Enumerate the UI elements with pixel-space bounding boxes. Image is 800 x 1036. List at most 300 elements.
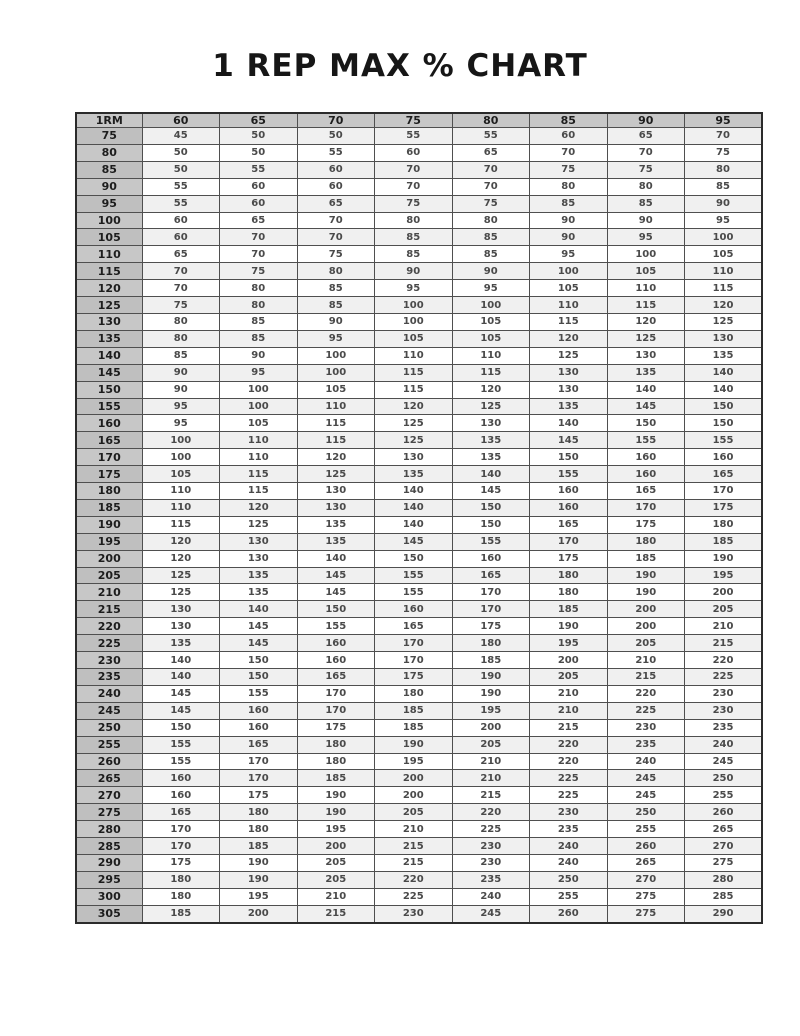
percent-value-cell: 185 (142, 905, 220, 923)
percent-value-cell: 195 (530, 635, 608, 652)
rm-value-cell: 220 (76, 618, 142, 635)
percent-value-cell: 155 (452, 533, 530, 550)
percent-value-cell: 190 (375, 736, 453, 753)
percent-value-cell: 105 (607, 263, 685, 280)
percent-value-cell: 95 (685, 212, 763, 229)
percent-value-cell: 90 (685, 195, 763, 212)
percent-value-cell: 140 (375, 483, 453, 500)
percent-value-cell: 100 (685, 229, 763, 246)
percent-value-cell: 90 (530, 212, 608, 229)
percent-value-cell: 170 (297, 685, 375, 702)
percent-value-cell: 215 (685, 635, 763, 652)
percent-value-cell: 150 (297, 601, 375, 618)
table-row (76, 736, 762, 753)
percent-value-cell: 165 (530, 516, 608, 533)
percent-value-cell: 210 (297, 888, 375, 905)
percent-value-cell: 125 (452, 398, 530, 415)
percent-value-cell: 215 (452, 787, 530, 804)
percent-value-cell: 105 (297, 381, 375, 398)
percent-value-cell: 170 (530, 533, 608, 550)
rm-value-cell: 205 (76, 567, 142, 584)
percent-value-cell: 225 (530, 770, 608, 787)
table-row (76, 905, 762, 923)
percent-value-cell: 175 (452, 618, 530, 635)
percent-value-cell: 250 (530, 871, 608, 888)
percent-value-cell: 115 (375, 364, 453, 381)
percent-value-cell: 200 (685, 584, 763, 601)
rm-value-cell: 270 (76, 787, 142, 804)
percent-value-cell: 195 (452, 702, 530, 719)
percent-value-cell: 55 (452, 128, 530, 145)
percent-value-cell: 140 (375, 499, 453, 516)
percent-value-cell: 125 (375, 415, 453, 432)
table-row (76, 415, 762, 432)
percent-value-cell: 270 (685, 838, 763, 855)
percent-value-cell: 155 (375, 584, 453, 601)
rm-value-cell: 90 (76, 178, 142, 195)
table-row (76, 466, 762, 483)
percent-value-cell: 220 (530, 753, 608, 770)
percent-value-cell: 85 (685, 178, 763, 195)
percent-value-cell: 160 (607, 449, 685, 466)
percent-value-cell: 65 (607, 128, 685, 145)
percent-value-cell: 75 (297, 246, 375, 263)
rm-value-cell: 275 (76, 804, 142, 821)
percent-value-cell: 85 (530, 195, 608, 212)
percent-value-cell: 180 (375, 685, 453, 702)
percent-value-cell: 100 (220, 398, 298, 415)
percent-value-cell: 160 (142, 770, 220, 787)
percent-value-cell: 165 (220, 736, 298, 753)
table-row (76, 550, 762, 567)
percent-value-cell: 85 (375, 229, 453, 246)
percent-value-cell: 180 (452, 635, 530, 652)
percent-value-cell: 70 (530, 144, 608, 161)
percent-value-cell: 150 (452, 516, 530, 533)
percent-value-cell: 185 (607, 550, 685, 567)
percent-value-cell: 210 (375, 821, 453, 838)
table-row (76, 753, 762, 770)
rm-value-cell: 295 (76, 871, 142, 888)
percent-value-cell: 145 (607, 398, 685, 415)
percent-value-cell: 135 (685, 347, 763, 364)
percent-value-cell: 120 (685, 297, 763, 314)
percent-value-cell: 60 (220, 195, 298, 212)
table-row (76, 246, 762, 263)
percent-value-cell: 180 (530, 584, 608, 601)
percent-value-cell: 110 (142, 483, 220, 500)
table-row (76, 347, 762, 364)
percent-value-cell: 80 (297, 263, 375, 280)
table-row (76, 195, 762, 212)
table-row (76, 601, 762, 618)
table-row (76, 297, 762, 314)
percent-value-cell: 100 (452, 297, 530, 314)
percent-value-cell: 255 (607, 821, 685, 838)
percent-value-cell: 115 (297, 432, 375, 449)
percent-value-cell: 65 (297, 195, 375, 212)
percent-value-cell: 115 (375, 381, 453, 398)
percent-value-cell: 195 (297, 821, 375, 838)
percent-value-cell: 145 (375, 533, 453, 550)
percent-value-cell: 70 (220, 246, 298, 263)
percent-value-cell: 85 (452, 246, 530, 263)
percent-value-cell: 225 (452, 821, 530, 838)
percent-value-cell: 150 (685, 398, 763, 415)
percent-value-cell: 170 (142, 838, 220, 855)
percent-value-cell: 235 (685, 719, 763, 736)
percent-value-cell: 200 (452, 719, 530, 736)
percent-value-cell: 120 (142, 550, 220, 567)
percent-value-cell: 235 (452, 871, 530, 888)
percent-value-cell: 120 (530, 330, 608, 347)
percent-value-cell: 160 (220, 719, 298, 736)
rm-value-cell: 110 (76, 246, 142, 263)
percent-value-cell: 100 (220, 381, 298, 398)
percent-value-cell: 180 (142, 871, 220, 888)
percent-value-cell: 145 (142, 702, 220, 719)
percent-value-cell: 225 (607, 702, 685, 719)
percent-value-cell: 185 (297, 770, 375, 787)
percent-value-cell: 255 (530, 888, 608, 905)
table-row (76, 516, 762, 533)
percent-value-cell: 125 (297, 466, 375, 483)
table-row (76, 838, 762, 855)
percent-value-cell: 140 (375, 516, 453, 533)
percent-value-cell: 135 (375, 466, 453, 483)
percent-value-cell: 130 (297, 483, 375, 500)
percent-value-cell: 125 (142, 584, 220, 601)
percent-value-cell: 215 (297, 905, 375, 923)
rm-value-cell: 175 (76, 466, 142, 483)
percent-value-cell: 130 (220, 550, 298, 567)
percent-value-cell: 120 (375, 398, 453, 415)
percent-value-cell: 135 (607, 364, 685, 381)
percent-value-cell: 120 (452, 381, 530, 398)
percent-value-cell: 95 (142, 398, 220, 415)
percent-value-cell: 75 (530, 161, 608, 178)
percent-value-cell: 230 (452, 854, 530, 871)
percent-value-cell: 100 (530, 263, 608, 280)
percent-value-cell: 140 (607, 381, 685, 398)
percent-value-cell: 70 (297, 229, 375, 246)
table-row (76, 567, 762, 584)
percent-value-cell: 205 (685, 601, 763, 618)
percent-value-cell: 130 (220, 533, 298, 550)
percent-value-cell: 180 (297, 736, 375, 753)
percent-value-cell: 60 (297, 178, 375, 195)
percent-value-cell: 75 (685, 144, 763, 161)
percent-value-cell: 55 (297, 144, 375, 161)
percent-value-cell: 165 (607, 483, 685, 500)
percent-value-cell: 185 (685, 533, 763, 550)
header-cell-1rm: 1RM (76, 113, 142, 128)
percent-value-cell: 150 (530, 449, 608, 466)
percent-value-cell: 55 (142, 178, 220, 195)
percent-value-cell: 60 (142, 229, 220, 246)
rm-value-cell: 200 (76, 550, 142, 567)
percent-value-cell: 170 (220, 770, 298, 787)
percent-value-cell: 145 (297, 567, 375, 584)
percent-value-cell: 115 (297, 415, 375, 432)
percent-value-cell: 135 (452, 449, 530, 466)
rm-value-cell: 260 (76, 753, 142, 770)
rm-value-cell: 125 (76, 297, 142, 314)
percent-value-cell: 245 (452, 905, 530, 923)
percent-value-cell: 185 (375, 702, 453, 719)
percent-value-cell: 245 (607, 787, 685, 804)
table-row (76, 652, 762, 669)
percent-value-cell: 125 (375, 432, 453, 449)
percent-value-cell: 190 (297, 787, 375, 804)
percent-value-cell: 145 (142, 685, 220, 702)
percent-value-cell: 180 (220, 804, 298, 821)
percent-value-cell: 150 (607, 415, 685, 432)
rm-value-cell: 165 (76, 432, 142, 449)
percent-value-cell: 285 (685, 888, 763, 905)
percent-value-cell: 50 (142, 161, 220, 178)
percent-value-cell: 140 (530, 415, 608, 432)
table-row (76, 483, 762, 500)
table-row (76, 313, 762, 330)
table-row (76, 821, 762, 838)
percent-value-cell: 100 (142, 432, 220, 449)
percent-value-cell: 60 (530, 128, 608, 145)
rm-value-cell: 255 (76, 736, 142, 753)
percent-value-cell: 155 (142, 736, 220, 753)
percent-value-cell: 230 (530, 804, 608, 821)
percent-value-cell: 260 (530, 905, 608, 923)
percent-value-cell: 135 (452, 432, 530, 449)
percent-value-cell: 200 (297, 838, 375, 855)
percent-value-cell: 230 (607, 719, 685, 736)
percent-value-cell: 85 (297, 280, 375, 297)
rm-value-cell: 305 (76, 905, 142, 923)
percent-value-cell: 85 (452, 229, 530, 246)
rm-value-cell: 265 (76, 770, 142, 787)
percent-value-cell: 45 (142, 128, 220, 145)
percent-value-cell: 65 (452, 144, 530, 161)
table-row (76, 533, 762, 550)
percent-value-cell: 130 (607, 347, 685, 364)
percent-value-cell: 75 (375, 195, 453, 212)
percent-value-cell: 60 (375, 144, 453, 161)
percent-value-cell: 150 (142, 719, 220, 736)
percent-value-cell: 95 (452, 280, 530, 297)
percent-value-cell: 165 (375, 618, 453, 635)
percent-value-cell: 105 (452, 330, 530, 347)
percent-value-cell: 95 (375, 280, 453, 297)
percent-value-cell: 90 (375, 263, 453, 280)
percent-value-cell: 140 (685, 381, 763, 398)
rm-value-cell: 290 (76, 854, 142, 871)
percent-value-cell: 80 (685, 161, 763, 178)
percent-value-cell: 155 (607, 432, 685, 449)
percent-value-cell: 100 (297, 347, 375, 364)
rm-value-cell: 285 (76, 838, 142, 855)
percent-value-cell: 75 (607, 161, 685, 178)
percent-value-cell: 250 (685, 770, 763, 787)
percent-value-cell: 115 (607, 297, 685, 314)
table-row (76, 449, 762, 466)
percent-value-cell: 140 (685, 364, 763, 381)
percent-value-cell: 210 (452, 770, 530, 787)
percent-value-cell: 85 (142, 347, 220, 364)
percent-value-cell: 130 (142, 618, 220, 635)
table-row (76, 330, 762, 347)
percent-value-cell: 185 (220, 838, 298, 855)
percent-value-cell: 80 (607, 178, 685, 195)
percent-value-cell: 120 (297, 449, 375, 466)
percent-value-cell: 240 (452, 888, 530, 905)
table-body (76, 128, 762, 924)
percent-value-cell: 225 (375, 888, 453, 905)
rm-value-cell: 130 (76, 313, 142, 330)
percent-value-cell: 255 (685, 787, 763, 804)
percent-value-cell: 195 (375, 753, 453, 770)
table-row (76, 854, 762, 871)
table-row (76, 212, 762, 229)
percent-value-cell: 170 (297, 702, 375, 719)
percent-value-cell: 225 (530, 787, 608, 804)
percent-value-cell: 80 (452, 212, 530, 229)
percent-value-cell: 170 (375, 635, 453, 652)
percent-value-cell: 220 (452, 804, 530, 821)
percent-value-cell: 125 (607, 330, 685, 347)
percent-value-cell: 70 (297, 212, 375, 229)
rm-value-cell: 85 (76, 161, 142, 178)
percent-value-cell: 50 (220, 144, 298, 161)
percent-value-cell: 160 (297, 652, 375, 669)
percent-value-cell: 180 (142, 888, 220, 905)
percent-value-cell: 145 (452, 483, 530, 500)
table-row (76, 161, 762, 178)
percent-value-cell: 130 (375, 449, 453, 466)
percent-value-cell: 275 (607, 905, 685, 923)
percent-value-cell: 160 (685, 449, 763, 466)
rep-max-percent-table (75, 112, 763, 924)
percent-value-cell: 135 (530, 398, 608, 415)
table-row (76, 618, 762, 635)
percent-value-cell: 190 (685, 550, 763, 567)
percent-value-cell: 70 (375, 178, 453, 195)
percent-value-cell: 160 (530, 499, 608, 516)
percent-value-cell: 115 (220, 466, 298, 483)
percent-value-cell: 145 (297, 584, 375, 601)
table-row (76, 499, 762, 516)
rm-value-cell: 150 (76, 381, 142, 398)
table-row (76, 144, 762, 161)
percent-value-cell: 110 (142, 499, 220, 516)
percent-value-cell: 215 (530, 719, 608, 736)
table-header (76, 113, 762, 128)
percent-value-cell: 240 (685, 736, 763, 753)
percent-value-cell: 105 (375, 330, 453, 347)
percent-value-cell: 80 (530, 178, 608, 195)
rm-value-cell: 100 (76, 212, 142, 229)
percent-value-cell: 200 (530, 652, 608, 669)
percent-value-cell: 190 (452, 685, 530, 702)
percent-value-cell: 210 (530, 685, 608, 702)
table-row (76, 280, 762, 297)
percent-value-cell: 200 (607, 601, 685, 618)
percent-value-cell: 230 (452, 838, 530, 855)
percent-value-cell: 105 (685, 246, 763, 263)
percent-value-cell: 100 (375, 313, 453, 330)
percent-value-cell: 120 (607, 313, 685, 330)
percent-value-cell: 70 (142, 263, 220, 280)
table-row (76, 770, 762, 787)
percent-value-cell: 135 (220, 567, 298, 584)
percent-value-cell: 270 (607, 871, 685, 888)
percent-value-cell: 110 (220, 449, 298, 466)
percent-value-cell: 205 (297, 871, 375, 888)
percent-value-cell: 170 (607, 499, 685, 516)
percent-value-cell: 195 (685, 567, 763, 584)
percent-value-cell: 140 (142, 652, 220, 669)
percent-value-cell: 220 (530, 736, 608, 753)
percent-value-cell: 240 (607, 753, 685, 770)
rm-value-cell: 250 (76, 719, 142, 736)
percent-value-cell: 120 (142, 533, 220, 550)
header-cell-60: 60 (142, 113, 220, 128)
percent-value-cell: 95 (530, 246, 608, 263)
percent-value-cell: 170 (220, 753, 298, 770)
percent-value-cell: 215 (607, 669, 685, 686)
percent-value-cell: 125 (142, 567, 220, 584)
percent-value-cell: 165 (452, 567, 530, 584)
table-row (76, 804, 762, 821)
percent-value-cell: 105 (220, 415, 298, 432)
percent-value-cell: 240 (530, 838, 608, 855)
percent-value-cell: 110 (685, 263, 763, 280)
percent-value-cell: 175 (607, 516, 685, 533)
rm-value-cell: 120 (76, 280, 142, 297)
percent-value-cell: 245 (607, 770, 685, 787)
percent-value-cell: 155 (220, 685, 298, 702)
percent-value-cell: 115 (220, 483, 298, 500)
percent-value-cell: 170 (685, 483, 763, 500)
percent-value-cell: 140 (297, 550, 375, 567)
percent-value-cell: 225 (685, 669, 763, 686)
percent-value-cell: 130 (685, 330, 763, 347)
percent-value-cell: 90 (142, 364, 220, 381)
rm-value-cell: 300 (76, 888, 142, 905)
percent-value-cell: 275 (607, 888, 685, 905)
percent-value-cell: 65 (220, 212, 298, 229)
percent-value-cell: 205 (375, 804, 453, 821)
percent-value-cell: 230 (685, 702, 763, 719)
rm-value-cell: 195 (76, 533, 142, 550)
table-row (76, 685, 762, 702)
percent-value-cell: 185 (452, 652, 530, 669)
table-row (76, 381, 762, 398)
percent-value-cell: 115 (452, 364, 530, 381)
percent-value-cell: 220 (375, 871, 453, 888)
rm-value-cell: 190 (76, 516, 142, 533)
percent-value-cell: 145 (220, 618, 298, 635)
rm-value-cell: 225 (76, 635, 142, 652)
rm-value-cell: 230 (76, 652, 142, 669)
percent-value-cell: 105 (452, 313, 530, 330)
percent-value-cell: 200 (375, 787, 453, 804)
percent-value-cell: 180 (530, 567, 608, 584)
percent-value-cell: 75 (452, 195, 530, 212)
percent-value-cell: 55 (220, 161, 298, 178)
percent-value-cell: 205 (530, 669, 608, 686)
rm-value-cell: 145 (76, 364, 142, 381)
percent-value-cell: 115 (530, 313, 608, 330)
